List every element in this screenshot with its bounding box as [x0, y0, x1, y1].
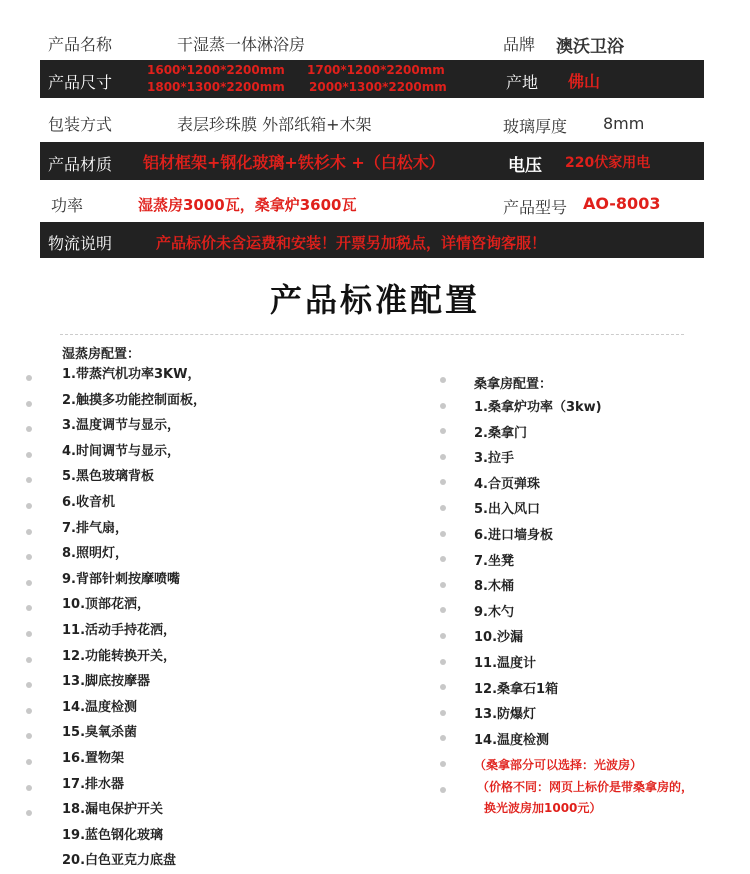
list-item: 8.照明灯，: [62, 546, 128, 562]
spec-row-size: [40, 60, 704, 98]
bullet-dot: [440, 649, 448, 675]
list-item: 10.沙漏: [474, 630, 524, 646]
list-item: 3.拉手: [474, 451, 514, 467]
list-item: 1.桑拿炉功率（3kw): [474, 400, 602, 415]
product-name-value: 干湿蒸一体淋浴房: [177, 35, 306, 54]
spec-row-name: [40, 22, 704, 60]
voltage-label: 电压: [508, 156, 542, 176]
bullet-dot: [440, 572, 448, 598]
bullet-dot: [26, 570, 34, 596]
bullet-dot: [26, 749, 34, 775]
bullet-dot: [440, 597, 448, 623]
bullet-dot: [440, 495, 448, 521]
list-item: 13.脚底按摩器: [62, 674, 151, 690]
glass-thickness-value: 8mm: [603, 114, 645, 133]
spec-row-material: [40, 142, 704, 180]
bullet-dot: [440, 521, 448, 547]
list-item: 5.黑色玻璃背板: [62, 469, 154, 485]
model-label: 产品型号: [503, 198, 568, 217]
packing-label: 包装方式: [48, 115, 113, 134]
bullet-dot: [440, 444, 448, 470]
list-item: 9.背部针刺按摩喷嘴: [62, 571, 180, 587]
list-item: 12.桑拿石1箱: [474, 681, 559, 697]
bullet-dot: [440, 777, 448, 803]
spec-row-power: [40, 182, 704, 222]
bullet-dot: [26, 621, 34, 647]
brand-label: 品牌: [503, 35, 536, 54]
list-item: 6.收音机: [62, 494, 115, 510]
power-value: 湿蒸房3000瓦，桑拿炉3600瓦: [138, 196, 357, 214]
sauna-option-note: （桑拿部分可以选择：光波房）: [474, 758, 643, 772]
list-item: 11.温度计: [474, 655, 537, 671]
steam-config-list: [62, 362, 206, 874]
model-value: AO-8003: [583, 194, 661, 213]
bullet-dot: [440, 751, 448, 777]
brand-value: 澳沃卫浴: [556, 37, 624, 57]
bullet-dot: [26, 595, 34, 621]
list-item: 2.桑拿门: [474, 425, 527, 441]
bullet-dot: [26, 493, 34, 519]
list-item: 20.白色亚克力底盘: [62, 853, 177, 869]
list-item: 17.排水器: [62, 776, 125, 792]
bullet-dot: [440, 469, 448, 495]
packing-value: 表层珍珠膜 外部纸箱+木架: [177, 115, 372, 134]
list-item: 9.木勺: [474, 604, 514, 620]
bullet-dot: [26, 544, 34, 570]
product-size-value-2a: 1800*1300*2200mm: [147, 80, 285, 94]
bullet-dot: [26, 775, 34, 801]
bullet-dot: [26, 519, 34, 545]
list-item: 1.带蒸汽机功率3KW，: [62, 367, 201, 382]
list-item: 5.出入风口: [474, 502, 540, 518]
list-item: 10.顶部花洒，: [62, 597, 151, 613]
material-value: 铝材框架+钢化玻璃+铁杉木 +（白松木）: [143, 153, 445, 172]
product-size-value-1a: 1600*1200*2200mm: [147, 63, 285, 77]
steam-config-title: 湿蒸房配置：: [62, 347, 141, 362]
price-difference-note: （价格不同：网页上标价是带桑拿房的，: [477, 780, 694, 794]
product-size-label: 产品尺寸: [48, 73, 113, 92]
list-item: 13.防爆灯: [474, 707, 537, 723]
bullet-dot: [26, 416, 34, 442]
list-item: 8.木桶: [474, 579, 514, 595]
bullet-dot: [440, 367, 448, 393]
bullet-dot: [26, 647, 34, 673]
bullet-dot: [26, 391, 34, 417]
logistics-label: 物流说明: [48, 234, 113, 253]
bullet-dot: [26, 467, 34, 493]
bullet-dot: [26, 723, 34, 749]
bullet-dot: [440, 623, 448, 649]
bullet-dot: [26, 698, 34, 724]
bullet-dot: [440, 725, 448, 751]
list-item: 3.温度调节与显示，: [62, 418, 180, 434]
bullet-dot: [26, 365, 34, 391]
bullet-dot: [440, 418, 448, 444]
product-name-label: 产品名称: [48, 35, 113, 54]
spec-row-logistics: [40, 222, 704, 258]
list-item: 16.置物架: [62, 750, 125, 766]
bullet-dot: [440, 546, 448, 572]
list-item: 2.触摸多功能控制面板，: [62, 392, 206, 408]
sauna-config-title: 桑拿房配置：: [474, 377, 553, 392]
product-size-value-1b: 1700*1200*2200mm: [307, 63, 445, 77]
list-item: 11.活动手持花洒，: [62, 622, 177, 638]
sauna-bullet-column: [440, 367, 448, 802]
origin-value: 佛山: [568, 72, 601, 91]
sauna-config-list: [474, 395, 602, 753]
list-item: 15.臭氧杀菌: [62, 725, 138, 741]
list-item: 7.排气扇，: [62, 520, 128, 536]
bullet-dot: [26, 672, 34, 698]
list-item: 14.温度检测: [474, 732, 550, 748]
list-item: 12.功能转换开关，: [62, 648, 177, 664]
spec-row-packing: [40, 100, 704, 142]
list-item: 7.坐凳: [474, 553, 514, 569]
list-item: 14.温度检测: [62, 699, 138, 715]
dashed-divider: [60, 334, 684, 335]
list-item: 18.漏电保护开关: [62, 802, 164, 818]
list-item: 19.蓝色钢化玻璃: [62, 827, 164, 843]
product-size-value-2b: 2000*1300*2200mm: [309, 80, 447, 94]
list-item: 6.进口墙身板: [474, 527, 553, 543]
list-item: 4.时间调节与显示，: [62, 443, 180, 459]
origin-label: 产地: [506, 73, 539, 92]
bullet-dot: [440, 393, 448, 419]
bullet-dot: [26, 442, 34, 468]
standard-config-title: 产品标准配置: [269, 281, 480, 319]
price-upgrade-note: 换光波房加1000元）: [484, 801, 602, 815]
glass-thickness-label: 玻璃厚度: [503, 117, 568, 136]
steam-bullet-column: [26, 365, 34, 826]
list-item: 4.合页弹珠: [474, 476, 540, 492]
voltage-value: 220伏家用电: [565, 155, 651, 171]
bullet-dot: [440, 700, 448, 726]
logistics-value: 产品标价未含运费和安装！开票另加税点，详情咨询客服！: [156, 234, 547, 252]
material-label: 产品材质: [48, 155, 113, 174]
bullet-dot: [26, 800, 34, 826]
power-label: 功率: [51, 196, 84, 215]
bullet-dot: [440, 674, 448, 700]
